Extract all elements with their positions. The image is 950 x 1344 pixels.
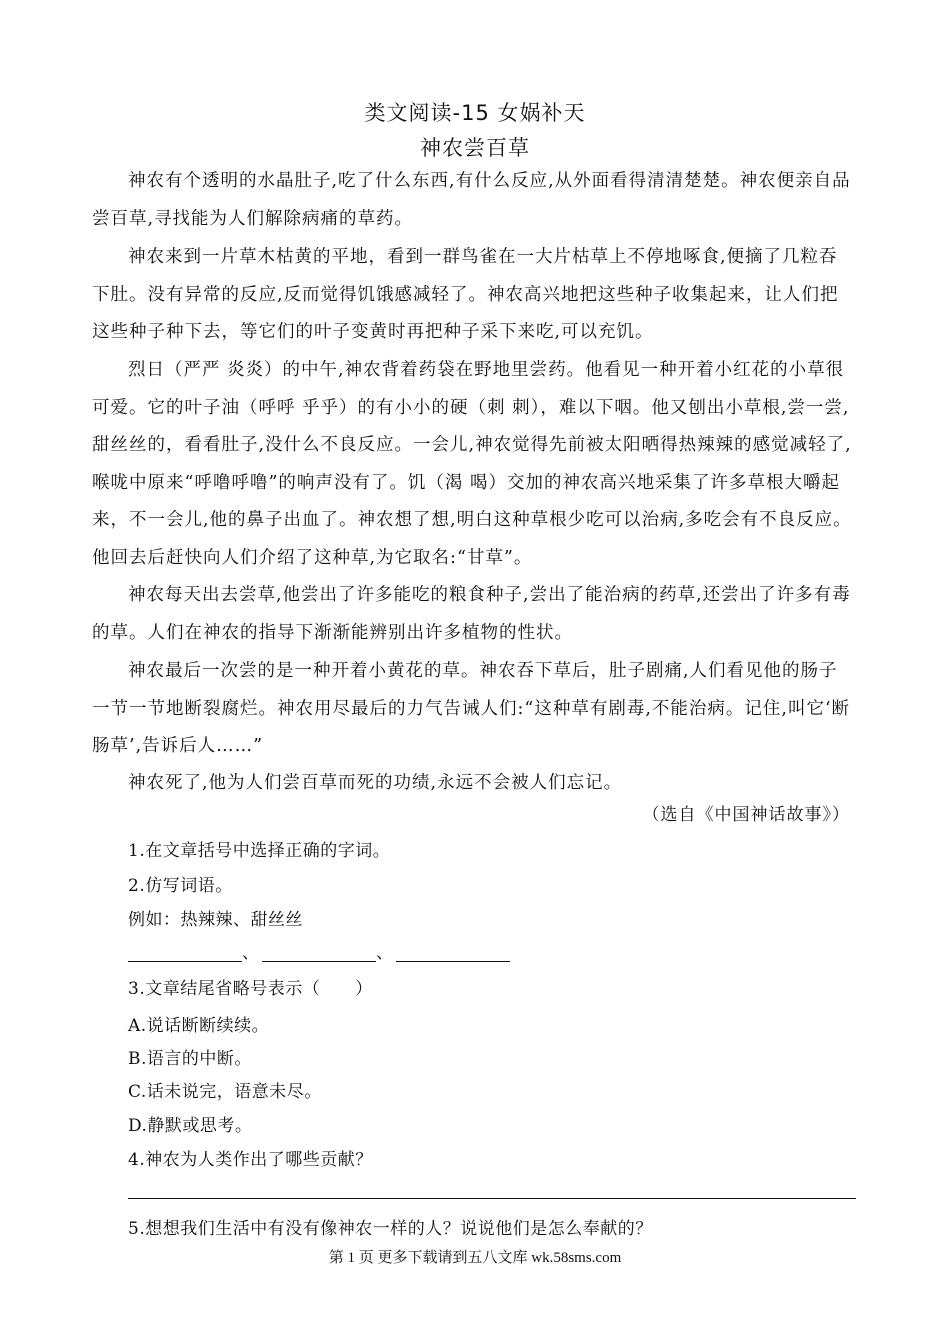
option-a: A.说话断断续续。 — [128, 1016, 270, 1036]
answer-line[interactable] — [128, 1198, 856, 1199]
answer-blank[interactable] — [396, 943, 510, 962]
option-b: B.语言的中断。 — [128, 1049, 252, 1069]
article-source: （选自《中国神话故事》） — [642, 805, 850, 825]
answer-blanks — [128, 940, 510, 962]
article-paragraph: 神农有个透明的水晶肚子,吃了什么东西,有什么反应,从外面看得清清楚楚。神农便亲自品尝百草,寻找能为人们解除病痛的草药。 — [92, 171, 851, 229]
question-5: 5.想想我们生活中有没有像神农一样的人？说说他们是怎么奉献的？ — [128, 1219, 653, 1239]
article-paragraph: 烈日（严严 炎炎）的中午,神农背着药袋在野地里尝药。他看见一种开着小红花的小草很可爱。它的叶子油（呼呼 乎乎）的有小小的硬（刺 刺），难以下咽。他又刨出小草根,尝一尝,甜丝丝的，看看肚子,没什么不良反应。一会儿,神农觉得先前被太阳晒得热辣辣的感觉减轻了,喉咙中原来“呼噜呼噜”的响声没有了。饥（渴 喝）交加的神农高兴地采集了许多草根大嚼起来，不一会儿,他的鼻子出血了。神农想了想,明白这种草根少吃可以治病,多吃会有不良反应。他回去后赶快向人们介绍了这种草,为它取名:“甘草”。 — [92, 360, 852, 568]
answer-blank[interactable] — [128, 943, 242, 962]
question-3: 3.文章结尾省略号表示（ ） — [128, 979, 373, 999]
answer-blank[interactable] — [262, 943, 376, 962]
question-1: 1.在文章括号中选择正确的字词。 — [128, 841, 391, 861]
article-paragraph: 神农最后一次尝的是一种开着小黄花的草。神农吞下草后，肚子剧痛,人们看见他的肠子一节一节地断裂腐烂。神农用尽最后的力气告诫人们:“这种草有剧毒,不能治病。记住,叫它‘断肠草’,告诉后人……” — [92, 661, 851, 756]
blank-separator: 、 — [242, 943, 259, 963]
article-paragraph: 神农来到一片草木枯黄的平地，看到一群鸟雀在一大片枯草上不停地啄食,便摘了几粒吞下肚。没有异常的反应,反而觉得饥饿感减轻了。神农高兴地把这些种子收集起来，让人们把这些种子种下去，等它们的叶子变黄时再把种子采下来吃,可以充饥。 — [92, 247, 839, 342]
option-d: D.静默或思考。 — [128, 1116, 253, 1136]
question-2-example: 例如：热辣辣、甜丝丝 — [128, 910, 303, 930]
article-paragraph: 神农每天出去尝草,他尝出了许多能吃的粮食种子,尝出了能治病的药草,还尝出了许多有毒的草。人们在神农的指导下渐渐能辨别出许多植物的性状。 — [92, 585, 851, 643]
question-4: 4.神农为人类作出了哪些贡献？ — [128, 1150, 373, 1170]
article-title: 神农尝百草 — [420, 136, 530, 160]
article-paragraph: 神农死了,他为人们尝百草而死的功绩,永远不会被人们忘记。 — [128, 773, 623, 793]
blank-separator: 、 — [376, 943, 393, 963]
document-title: 类文阅读-15 女娲补天 — [364, 101, 586, 125]
option-c: C.话未说完，语意未尽。 — [128, 1082, 322, 1102]
page-footer: 第 1 页 更多下载请到五八文库 wk.58sms.com — [328, 1250, 622, 1266]
question-2: 2.仿写词语。 — [128, 876, 233, 896]
